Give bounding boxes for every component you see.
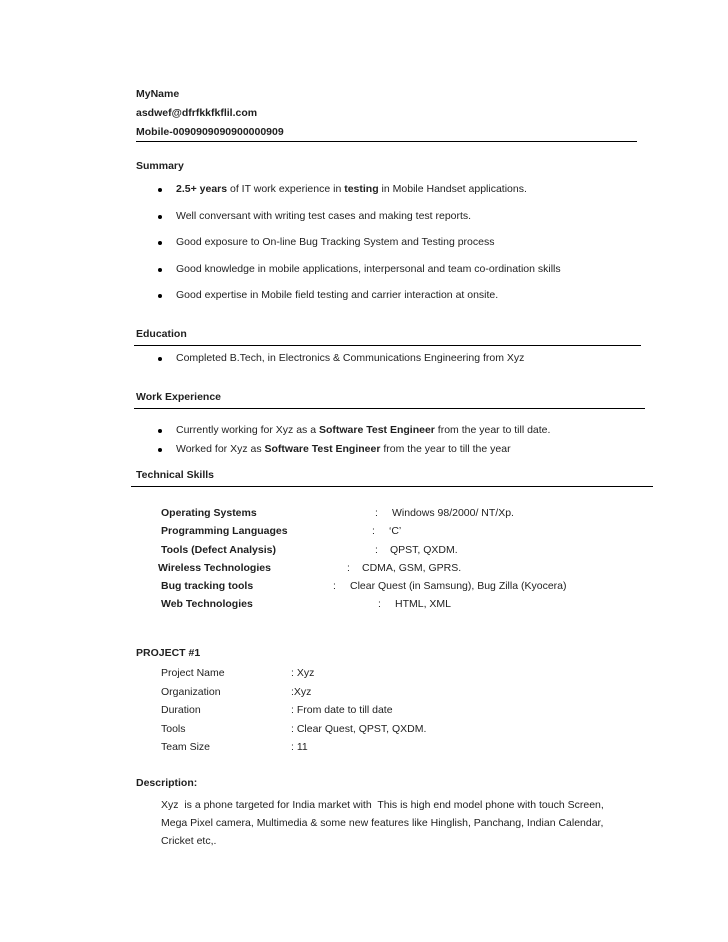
work-experience-title: Work Experience — [136, 391, 222, 403]
skill-label: Tools (Defect Analysis) — [161, 543, 276, 556]
table-row — [136, 741, 637, 754]
description-text: Xyz is a phone targeted for India market with This is high end model phone with touch Screen, Mega Pixel camera, Multimedia & some new features like Hinglish, Panchang, Indian Calendar, Cricket etc,. — [161, 799, 604, 847]
project-title: PROJECT #1 — [136, 647, 201, 659]
colon: : — [333, 580, 336, 593]
skill-value: Clear Quest (in Samsung), Bug Zilla (Kyocera) — [350, 580, 567, 593]
section-description — [136, 777, 637, 850]
skill-value: Windows 98/2000/ NT/Xp. — [392, 507, 514, 519]
list-item — [136, 263, 637, 276]
table-row — [136, 667, 637, 680]
project-field-label: Tools — [161, 722, 186, 735]
list-item — [136, 210, 637, 223]
list-item-text: Currently working for Xyz as a Software Test Engineer from the year to till date. — [176, 424, 551, 436]
candidate-mobile: Mobile-0090909090900000909 — [136, 126, 284, 138]
bullet-icon — [158, 294, 162, 298]
section-project-1 — [136, 647, 637, 760]
list-item — [136, 236, 637, 249]
skill-value: ‘C’ — [389, 525, 402, 538]
bullet-icon — [158, 188, 162, 192]
list-item-text: Good knowledge in mobile applications, interpersonal and team co-ordination skills — [176, 262, 561, 275]
colon: : — [375, 543, 378, 556]
project-field-value: : Clear Quest, QPST, QXDM. — [291, 722, 427, 735]
colon: : — [372, 525, 375, 538]
skill-label: Wireless Technologies — [158, 561, 271, 574]
project-field-value: :Xyz — [291, 685, 312, 698]
table-row — [136, 723, 637, 736]
table-row — [136, 598, 637, 611]
project-field-label: Organization — [161, 685, 221, 698]
project-table — [136, 667, 637, 754]
section-education — [136, 328, 637, 365]
list-item — [136, 289, 637, 302]
skill-label: Operating Systems — [161, 507, 257, 519]
bullet-icon — [158, 429, 162, 433]
education-title: Education — [136, 328, 187, 340]
skill-value: CDMA, GSM, GPRS. — [362, 561, 462, 574]
table-row — [136, 544, 637, 557]
list-item-text: Worked for Xyz as Software Test Engineer from the year to till the year — [176, 443, 511, 455]
technical-skills-title: Technical Skills — [136, 469, 215, 481]
list-item — [136, 352, 637, 365]
summary-list — [136, 183, 637, 302]
project-field-value: : From date to till date — [291, 704, 393, 716]
skill-label: Web Technologies — [161, 598, 253, 611]
education-divider — [134, 345, 641, 346]
skill-value: HTML, XML — [395, 598, 452, 611]
header-divider — [136, 141, 637, 142]
technical-skills-table — [136, 507, 637, 611]
table-row — [136, 580, 637, 593]
table-row — [136, 562, 637, 575]
colon: : — [375, 507, 378, 519]
project-field-value: : 11 — [291, 741, 308, 753]
project-field-value: : Xyz — [291, 667, 315, 679]
section-technical-skills — [136, 469, 637, 617]
list-item-text: Good exposure to On-line Bug Tracking System and Testing process — [176, 236, 495, 248]
project-field-label: Duration — [161, 704, 201, 716]
header — [136, 85, 637, 142]
table-row — [136, 525, 637, 538]
bullet-icon — [158, 241, 162, 245]
technical-skills-divider — [131, 486, 653, 487]
colon: : — [378, 598, 381, 611]
candidate-email: asdwef@dfrfkkfkflil.com — [136, 107, 258, 119]
list-item-text: Well conversant with writing test cases and making test reports. — [176, 209, 472, 222]
list-item — [136, 443, 637, 456]
colon: : — [347, 561, 350, 574]
work-experience-divider — [134, 408, 645, 409]
skill-label: Programming Languages — [161, 525, 288, 538]
candidate-name: MyName — [136, 88, 180, 100]
bullet-icon — [158, 215, 162, 219]
description-title: Description: — [136, 777, 198, 789]
skill-value: QPST, QXDM. — [390, 543, 458, 556]
bullet-icon — [158, 357, 162, 361]
table-row — [136, 507, 637, 520]
skill-label: Bug tracking tools — [161, 580, 254, 593]
table-row — [136, 686, 637, 699]
project-field-label: Project Name — [161, 667, 225, 679]
education-list — [136, 352, 637, 365]
project-field-label: Team Size — [161, 741, 211, 753]
bullet-icon — [158, 268, 162, 272]
bullet-icon — [158, 448, 162, 452]
list-item-text: Completed B.Tech, in Electronics & Communications Engineering from Xyz — [176, 352, 525, 364]
work-experience-list — [136, 424, 637, 456]
list-item-text: 2.5+ years of IT work experience in testing in Mobile Handset applications. — [176, 183, 527, 195]
list-item-text: Good expertise in Mobile field testing and carrier interaction at onsite. — [176, 289, 499, 301]
table-row — [136, 704, 637, 717]
section-work-experience — [136, 391, 637, 462]
list-item — [136, 183, 637, 196]
list-item — [136, 424, 637, 437]
section-summary — [136, 160, 637, 316]
summary-title: Summary — [136, 160, 184, 172]
